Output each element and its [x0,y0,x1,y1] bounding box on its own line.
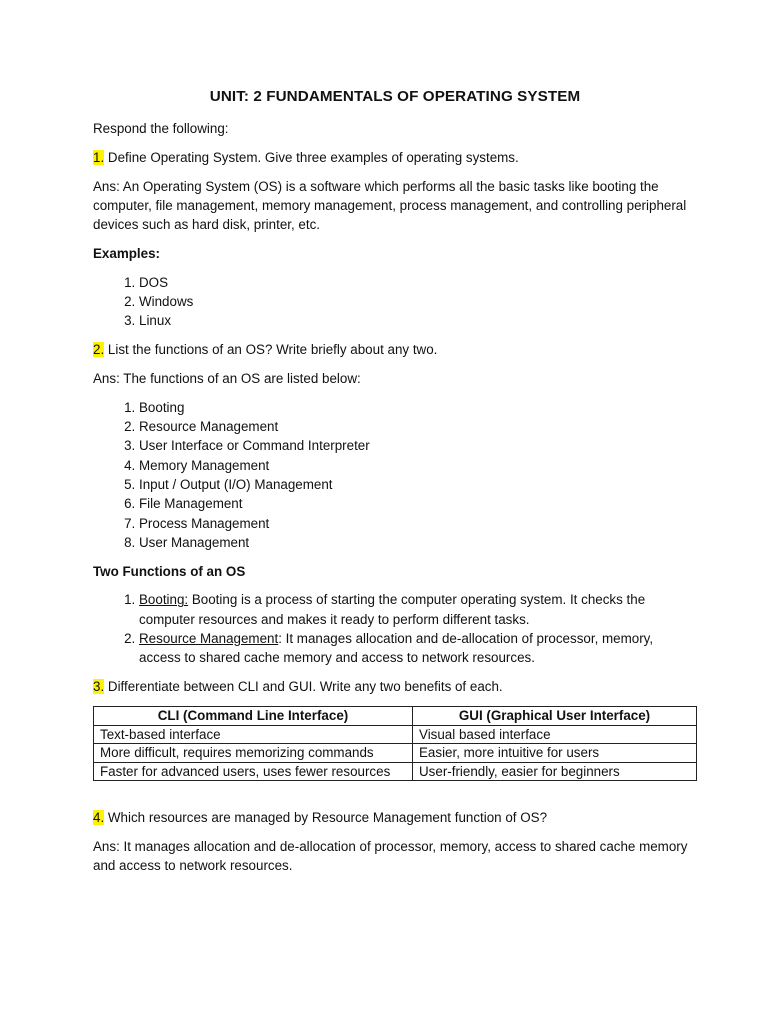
intro-text: Respond the following: [93,121,229,136]
table-cell: Easier, more intuitive for users [413,744,697,763]
list-item: 4. Memory Management [139,456,697,475]
question-3-text: Differentiate between CLI and GUI. Write any two benefits of each. [104,679,503,695]
table-cell: Text-based interface [94,725,413,744]
table-row [94,725,697,744]
list-item: 8. User Management [139,533,697,552]
question-1 [93,148,697,167]
table-header-row [94,706,697,725]
question-2-text: List the functions of an OS? Write briefly about any two. [104,342,438,358]
list-item: 3. Linux [139,311,697,330]
table-cell: Faster for advanced users, uses fewer resources [94,762,413,781]
table-row [94,744,697,763]
list-item [139,590,697,629]
page-title: UNIT: 2 FUNDAMENTALS OF OPERATING SYSTEM [209,88,581,105]
function-description: : It manages allocation and de-allocation of processor, memory, access to shared cache memory and access to network resources. [139,631,654,666]
cli-gui-table [93,706,697,781]
question-number-highlight: 2. [93,342,105,358]
table-cell: Visual based interface [413,725,697,744]
answer-4: Ans: It manages allocation and de-allocation of processor, memory, access to shared cache memory and access to network resources. [93,839,688,874]
two-functions-list [93,590,697,667]
table-header-cell: GUI (Graphical User Interface) [413,706,697,725]
examples-list [93,273,697,331]
question-3 [93,677,697,696]
list-item: 1. Booting [139,398,697,417]
list-item: 1. DOS [139,273,697,292]
document-body [93,86,697,885]
answer-1: Ans: An Operating System (OS) is a software which performs all the basic tasks like booting the computer, file management, memory management, process management, and controlling peripheral devices such as hard disk, printer, etc. [93,178,687,233]
list-item [139,629,697,668]
table-row [94,762,697,781]
answer-2: Ans: The functions of an OS are listed below: [93,370,361,386]
question-number-highlight: 1. [93,149,105,165]
list-item: 6. File Management [139,494,697,513]
list-item: 3. User Interface or Command Interpreter [139,436,697,455]
table-header-cell: CLI (Command Line Interface) [94,706,413,725]
two-functions-heading: Two Functions of an OS [93,563,246,579]
list-item: 7. Process Management [139,514,697,533]
functions-list [93,398,697,552]
function-term: Resource Management [139,631,279,647]
function-term: Booting: [139,592,189,608]
table-cell: More difficult, requires memorizing commands [94,744,413,763]
list-item: 5. Input / Output (I/O) Management [139,475,697,494]
examples-heading: Examples: [93,245,160,261]
question-2 [93,340,697,359]
question-number-highlight: 3. [93,679,105,695]
table-cell: User-friendly, easier for beginners [413,762,697,781]
question-4 [93,808,697,827]
function-description: Booting is a process of starting the computer operating system. It checks the computer resources and makes it ready to perform different tasks. [139,592,646,627]
question-4-text: Which resources are managed by Resource Management function of OS? [104,810,548,826]
list-item: 2. Resource Management [139,417,697,436]
question-1-text: Define Operating System. Give three examples of operating systems. [104,149,519,165]
question-number-highlight: 4. [93,810,105,826]
list-item: 2. Windows [139,292,697,311]
